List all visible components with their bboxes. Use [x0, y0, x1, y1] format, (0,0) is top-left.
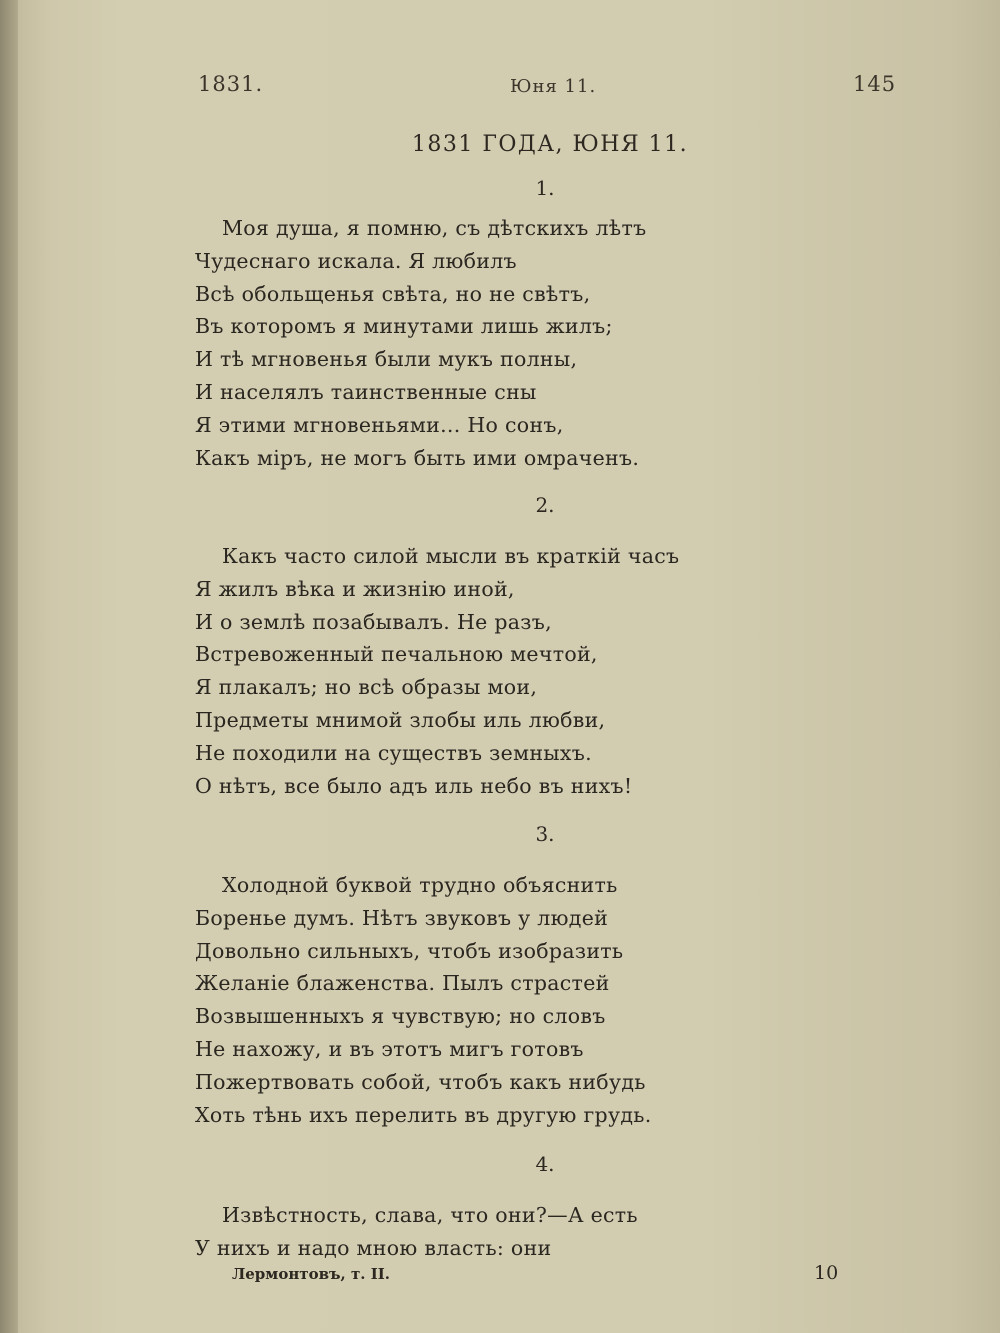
- sheet-number: 10: [814, 1262, 839, 1284]
- stanza-number-2: 2.: [535, 493, 555, 517]
- stanza-number-1: 1.: [535, 176, 555, 200]
- running-head-year: 1831.: [198, 72, 264, 96]
- poem-line: И тѣ мгновенья были мукъ полны,: [195, 347, 578, 372]
- poem-line: И населялъ таинственные сны: [195, 379, 537, 404]
- poem-line: Встревоженный печальною мечтой,: [195, 642, 598, 667]
- poem-line: Всѣ обольщенья свѣта, но не свѣтъ,: [195, 281, 591, 306]
- page-gutter: [0, 0, 18, 1333]
- running-head-date: Юня 11.: [510, 76, 597, 97]
- poem-line: Въ которомъ я минутами лишь жилъ;: [195, 314, 613, 339]
- poem-line: Хоть тѣнь ихъ перелить въ другую грудь.: [195, 1102, 652, 1127]
- page-number: 145: [853, 72, 897, 96]
- stanza-number-3: 3.: [535, 822, 555, 846]
- poem-line: Пожертвовать собой, чтобъ какъ нибудь: [195, 1069, 646, 1094]
- signature-mark: Лермонтовъ, т. II.: [232, 1265, 390, 1283]
- poem-line: И о землѣ позабывалъ. Не разъ,: [195, 609, 552, 634]
- poem-line: У нихъ и надо мною власть: они: [195, 1235, 552, 1260]
- stanza-4: [195, 1199, 755, 1265]
- poem-line: Желаніе блаженства. Пылъ страстей: [195, 971, 610, 996]
- poem-line: Не нахожу, и въ этотъ мигъ готовъ: [195, 1036, 584, 1061]
- poem-line: Я жилъ вѣка и жизнію иной,: [195, 576, 515, 601]
- poem-line: Извѣстность, слава, что они?—А есть: [222, 1203, 638, 1227]
- poem-line: Возвышенныхъ я чувствую; но словъ: [195, 1004, 606, 1029]
- poem-line: Не походили на существъ земныхъ.: [195, 740, 592, 765]
- poem-line: Я этими мгновеньями... Но сонъ,: [195, 412, 564, 437]
- poem-line: Какъ міръ, не могъ быть ими омраченъ.: [195, 445, 640, 470]
- poem-line: Боренье думъ. Нѣтъ звуковъ у людей: [195, 905, 609, 930]
- poem-line: Какъ часто силой мысли въ краткій часъ: [222, 544, 680, 568]
- poem-title: 1831 ГОДА, ЮНЯ 11.: [411, 132, 689, 157]
- poem-line: Довольно сильныхъ, чтобъ изобразить: [195, 938, 624, 963]
- stanza-2: [195, 540, 755, 802]
- poem-line: Чудеснаго искала. Я любилъ: [195, 248, 517, 273]
- poem-line: О нѣтъ, все было адъ иль небо въ нихъ!: [195, 773, 633, 798]
- stanza-3: [195, 869, 755, 1131]
- poem-line: Я плакалъ; но всѣ образы мои,: [195, 675, 538, 700]
- stanza-1: [195, 212, 755, 474]
- poem-line: Холодной буквой трудно объяснить: [222, 873, 618, 897]
- poem-line: Предметы мнимой злобы иль любви,: [195, 707, 606, 732]
- stanza-number-4: 4.: [535, 1152, 555, 1176]
- poem-line: Моя душа, я помню, съ дѣтскихъ лѣтъ: [222, 216, 647, 240]
